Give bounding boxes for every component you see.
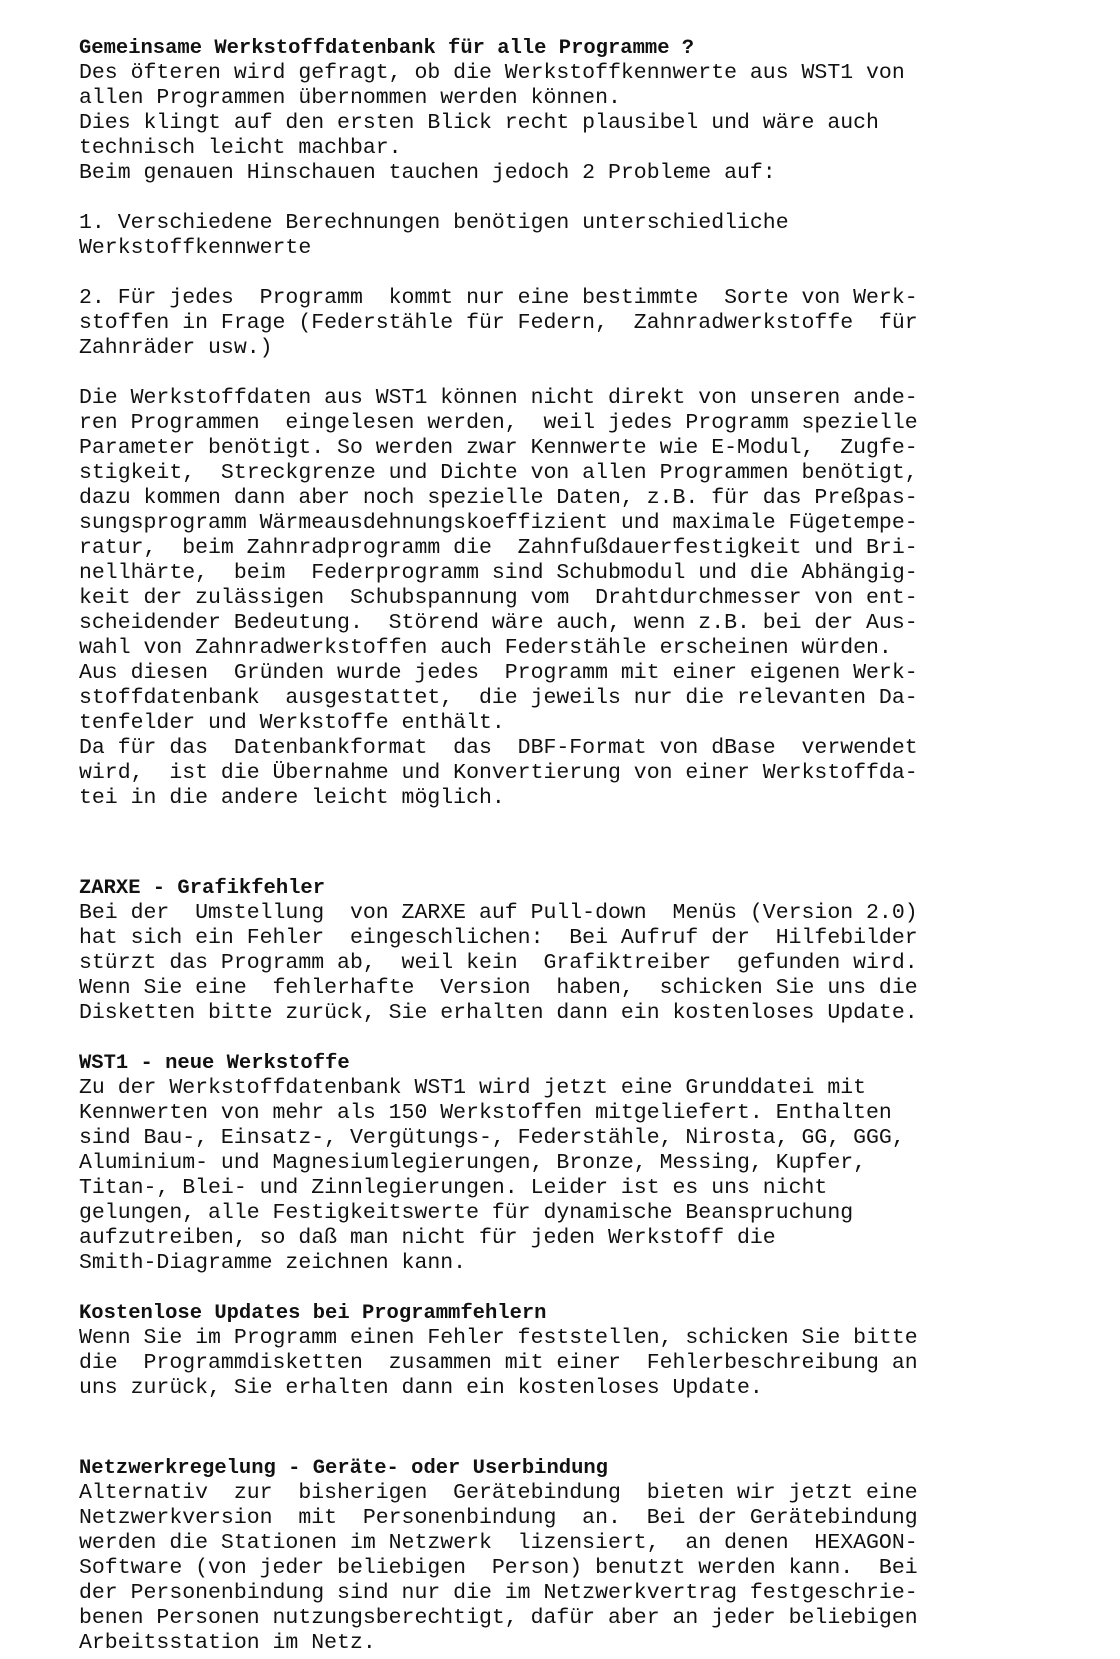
text-line: Die Werkstoffdaten aus WST1 können nicht direkt von unseren ande- — [79, 386, 918, 410]
text-line: stoffdatenbank ausgestattet, die jeweils nur die relevanten Da- — [79, 686, 918, 710]
text-line: keit der zulässigen Schubspannung vom Drahtdurchmesser von ent- — [79, 586, 918, 610]
text-line: benen Personen nutzungsberechtigt, dafür aber an jeder beliebigen — [79, 1606, 918, 1630]
section-gemeinsame-werkstoffdatenbank — [79, 36, 1067, 186]
text-line: wahl von Zahnradwerkstoffen auch Federstähle erscheinen würden. — [79, 636, 892, 660]
text-line: Aus diesen Gründen wurde jedes Programm mit einer eigenen Werk- — [79, 661, 918, 685]
text-line: stigkeit, Streckgrenze und Dichte von allen Programmen benötigt, — [79, 461, 918, 485]
text-line: die Programmdisketten zusammen mit einer Fehlerbeschreibung an — [79, 1351, 918, 1375]
text-line: tenfelder und Werkstoffe enthält. — [79, 711, 505, 735]
text-line: 1. Verschiedene Berechnungen benötigen unterschiedliche — [79, 211, 789, 235]
text-line: ratur, beim Zahnradprogramm die Zahnfußdauerfestigkeit und Bri- — [79, 536, 918, 560]
section-heading: Kostenlose Updates bei Programmfehlern — [79, 1302, 547, 1325]
text-line: dazu kommen dann aber noch spezielle Daten, z.B. für das Preßpas- — [79, 486, 918, 510]
text-line: Disketten bitte zurück, Sie erhalten dann ein kostenloses Update. — [79, 1001, 918, 1025]
text-line: Bei der Umstellung von ZARXE auf Pull-down Menüs (Version 2.0) — [79, 901, 918, 925]
text-line: Des öfteren wird gefragt, ob die Werkstoffkennwerte aus WST1 von — [79, 61, 905, 85]
text-line: hat sich ein Fehler eingeschlichen: Bei Aufruf der Hilfebilder — [79, 926, 918, 950]
section-point-1 — [79, 211, 1067, 261]
section-wst1-neue-werkstoffe — [79, 1051, 1067, 1276]
text-line: Aluminium- und Magnesiumlegierungen, Bronze, Messing, Kupfer, — [79, 1151, 867, 1175]
text-line: gelungen, alle Festigkeitswerte für dynamische Beanspruchung — [79, 1201, 854, 1225]
text-line: Wenn Sie im Programm einen Fehler feststellen, schicken Sie bitte — [79, 1326, 918, 1350]
text-line: Werkstoffkennwerte — [79, 236, 312, 260]
section-heading: Netzwerkregelung - Geräte- oder Userbindung — [79, 1457, 608, 1480]
text-line: Software (von jeder beliebigen Person) benutzt werden kann. Bei — [79, 1556, 918, 1580]
text-line: der Personenbindung sind nur die im Netzwerkvertrag festgeschrie- — [79, 1581, 918, 1605]
text-line: scheidender Bedeutung. Störend wäre auch, wenn z.B. bei der Aus- — [79, 611, 918, 635]
text-line: nellhärte, beim Federprogramm sind Schubmodul und die Abhängig- — [79, 561, 918, 585]
section-heading: WST1 - neue Werkstoffe — [79, 1052, 350, 1075]
text-line: ren Programmen eingelesen werden, weil jedes Programm spezielle — [79, 411, 918, 435]
text-line: stoffen in Frage (Federstähle für Federn, Zahnradwerkstoffe für — [79, 311, 918, 335]
text-line: Smith-Diagramme zeichnen kann. — [79, 1251, 467, 1275]
text-line: Da für das Datenbankformat das DBF-Format von dBase verwendet — [79, 736, 918, 760]
text-line: Beim genauen Hinschauen tauchen jedoch 2 Probleme auf: — [79, 161, 776, 185]
section-point-2 — [79, 286, 1067, 361]
text-line: 2. Für jedes Programm kommt nur eine bestimmte Sorte von Werk- — [79, 286, 918, 310]
text-line: Titan-, Blei- und Zinnlegierungen. Leider ist es uns nicht — [79, 1176, 828, 1200]
text-line: aufzutreiben, so daß man nicht für jeden Werkstoff die — [79, 1226, 776, 1250]
text-line: Wenn Sie eine fehlerhafte Version haben, schicken Sie uns die — [79, 976, 918, 1000]
text-line: Arbeitsstation im Netz. — [79, 1631, 376, 1655]
text-line: Netzwerkversion mit Personenbindung an. Bei der Gerätebindung — [79, 1506, 918, 1530]
section-netzwerkregelung — [79, 1456, 1067, 1656]
section-heading: Gemeinsame Werkstoffdatenbank für alle Programme ? — [79, 37, 695, 60]
text-line: Zu der Werkstoffdatenbank WST1 wird jetzt eine Grunddatei mit — [79, 1076, 867, 1100]
section-heading: ZARXE - Grafikfehler — [79, 877, 326, 900]
text-line: tei in die andere leicht möglich. — [79, 786, 505, 810]
text-line: allen Programmen übernommen werden können. — [79, 86, 621, 110]
text-line: wird, ist die Übernahme und Konvertierung von einer Werkstoffda- — [79, 761, 918, 785]
text-line: sind Bau-, Einsatz-, Vergütungs-, Federstähle, Nirosta, GG, GGG, — [79, 1126, 905, 1150]
text-line: Parameter benötigt. So werden zwar Kennwerte wie E-Modul, Zugfe- — [79, 436, 918, 460]
text-line: werden die Stationen im Netzwerk lizensiert, an denen HEXAGON- — [79, 1531, 918, 1555]
text-line: Dies klingt auf den ersten Blick recht plausibel und wäre auch — [79, 111, 879, 135]
text-line: Kennwerten von mehr als 150 Werkstoffen mitgeliefert. Enthalten — [79, 1101, 892, 1125]
text-line: Zahnräder usw.) — [79, 336, 273, 360]
text-line: Alternativ zur bisherigen Gerätebindung bieten wir jetzt eine — [79, 1481, 918, 1505]
text-line: uns zurück, Sie erhalten dann ein kostenloses Update. — [79, 1376, 763, 1400]
text-line: technisch leicht machbar. — [79, 136, 402, 160]
text-line: stürzt das Programm ab, weil kein Grafiktreiber gefunden wird. — [79, 951, 918, 975]
text-line: sungsprogramm Wärmeausdehnungskoeffizient und maximale Fügetempe- — [79, 511, 918, 535]
document-page — [79, 36, 1067, 1656]
section-zarxe-grafikfehler — [79, 876, 1067, 1026]
section-kostenlose-updates — [79, 1301, 1067, 1401]
section-werkstoffdaten-paragraph — [79, 386, 1067, 811]
